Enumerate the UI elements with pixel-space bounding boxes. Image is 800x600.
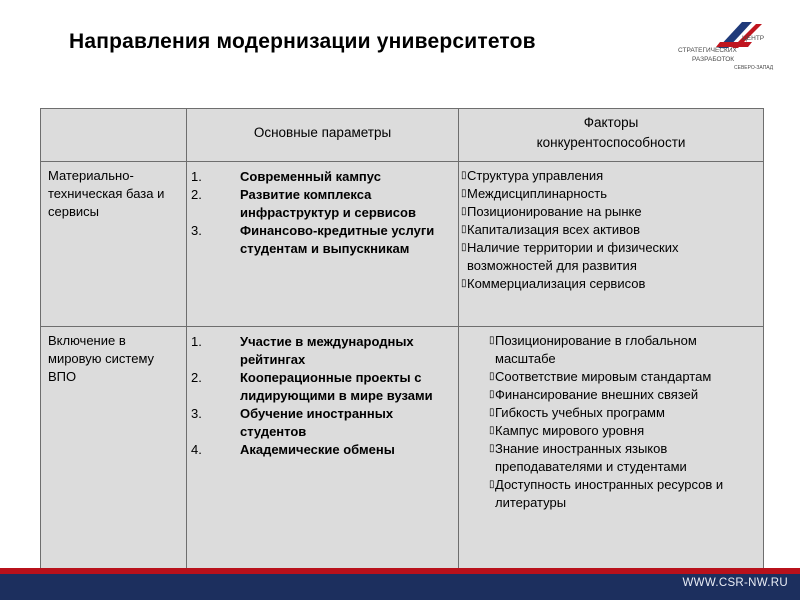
header-main-params: Основные параметры: [253, 125, 392, 140]
bullet-icon: ▯: [461, 206, 467, 217]
bullet-icon: ▯: [461, 188, 467, 199]
header-cell: [187, 109, 459, 162]
list-item-number: 4.: [191, 442, 202, 457]
bullet-icon: ▯: [489, 479, 495, 490]
table-header-row: [41, 109, 764, 162]
list-item-number: 1.: [191, 334, 202, 349]
list-item: [191, 441, 454, 459]
list-item-text: Финансирование внешних связей: [495, 387, 699, 402]
row-label: Материально-техническая база и сервисы: [48, 168, 165, 219]
params-list: [187, 162, 458, 258]
list-item-text: Междисциплинарность: [467, 186, 607, 201]
list-item-text: Участие в международных рейтингах: [240, 334, 414, 367]
bullet-icon: ▯: [489, 389, 495, 400]
logo-text-center: ЦЕНТР: [742, 35, 765, 42]
list-item: [489, 332, 757, 368]
list-item-text: Доступность иностранных ресурсов и литературы: [495, 477, 724, 510]
bullet-icon: ▯: [489, 371, 495, 382]
list-item-text: Позиционирование в глобальном масштабе: [495, 333, 697, 366]
list-item-text: Наличие территории и физических возможностей для развития: [467, 240, 679, 273]
list-item: [489, 368, 757, 386]
list-item-text: Знание иностранных языков преподавателями и студентами: [495, 441, 687, 474]
list-item: [489, 476, 757, 512]
list-item-text: Гибкость учебных программ: [495, 405, 665, 420]
list-item-text: Кооперационные проекты с лидирующими в мире вузами: [240, 370, 433, 403]
bullet-icon: ▯: [489, 335, 495, 346]
list-item-text: Кампус мирового уровня: [495, 423, 645, 438]
list-item: [461, 275, 757, 293]
list-item-number: 3.: [191, 406, 202, 421]
list-item: [461, 221, 757, 239]
list-item-text: Современный кампус: [240, 169, 381, 184]
logo-text-developments: РАЗРАБОТОК: [692, 56, 735, 63]
factors-cell: [459, 327, 764, 577]
list-item-text: Капитализация всех активов: [467, 222, 641, 237]
bullet-icon: ▯: [489, 425, 495, 436]
list-item-text: Позиционирование на рынке: [467, 204, 642, 219]
row-label-cell: [41, 162, 187, 327]
list-item: [191, 168, 454, 186]
params-cell: [187, 327, 459, 577]
list-item-text: Структура управления: [467, 168, 604, 183]
bullet-icon: ▯: [461, 242, 467, 253]
list-item-number: 3.: [191, 223, 202, 238]
footer-website-link[interactable]: WWW.CSR-NW.RU: [682, 577, 788, 589]
bullet-icon: ▯: [489, 443, 495, 454]
list-item-number: 2.: [191, 187, 202, 202]
table-row: [41, 162, 764, 327]
factors-list: [459, 162, 763, 293]
modernization-table: [40, 108, 764, 577]
list-item: [461, 203, 757, 221]
list-item: [489, 386, 757, 404]
list-item: [191, 222, 454, 258]
bullet-icon: ▯: [489, 407, 495, 418]
list-item-number: 2.: [191, 370, 202, 385]
list-item: [461, 185, 757, 203]
table-row: [41, 327, 764, 577]
list-item: [191, 333, 454, 369]
list-item-text: Финансово-кредитные услуги студентам и выпускникам: [240, 223, 435, 256]
list-item-text: Академические обмены: [240, 442, 395, 457]
list-item-text: Коммерциализация сервисов: [467, 276, 646, 291]
list-item-text: Развитие комплекса инфраструктур и сервисов: [240, 187, 416, 220]
row-label-cell: [41, 327, 187, 577]
list-item-text: Соответствие мировым стандартам: [495, 369, 712, 384]
bullet-icon: ▯: [461, 278, 467, 289]
list-item: [191, 369, 454, 405]
list-item: [191, 186, 454, 222]
list-item: [489, 404, 757, 422]
list-item: [461, 167, 757, 185]
bullet-icon: ▯: [461, 224, 467, 235]
list-item: [191, 405, 454, 441]
logo-text-strategic: СТРАТЕГИЧЕСКИХ: [678, 47, 737, 54]
csr-logo: [678, 20, 778, 72]
factors-list: [459, 327, 763, 512]
page-title: Направления модернизации университетов: [69, 30, 536, 53]
bullet-icon: ▯: [461, 170, 467, 181]
footer-bar: [0, 568, 800, 600]
logo-text-northwest: СЕВЕРО-ЗАПАД: [734, 65, 774, 71]
list-item-text: Обучение иностранных студентов: [240, 406, 394, 439]
factors-cell: [459, 162, 764, 327]
list-item: [489, 440, 757, 476]
list-item: [461, 239, 757, 275]
footer-red-stripe: [0, 568, 800, 574]
list-item: [489, 422, 757, 440]
header-cell: [459, 109, 764, 162]
header-competitiveness-factors: Факторы конкурентоспособности: [536, 115, 686, 150]
header-empty-cell: [41, 109, 187, 162]
params-list: [187, 327, 458, 459]
row-label: Включение в мировую систему ВПО: [48, 333, 155, 384]
params-cell: [187, 162, 459, 327]
list-item-number: 1.: [191, 169, 202, 184]
